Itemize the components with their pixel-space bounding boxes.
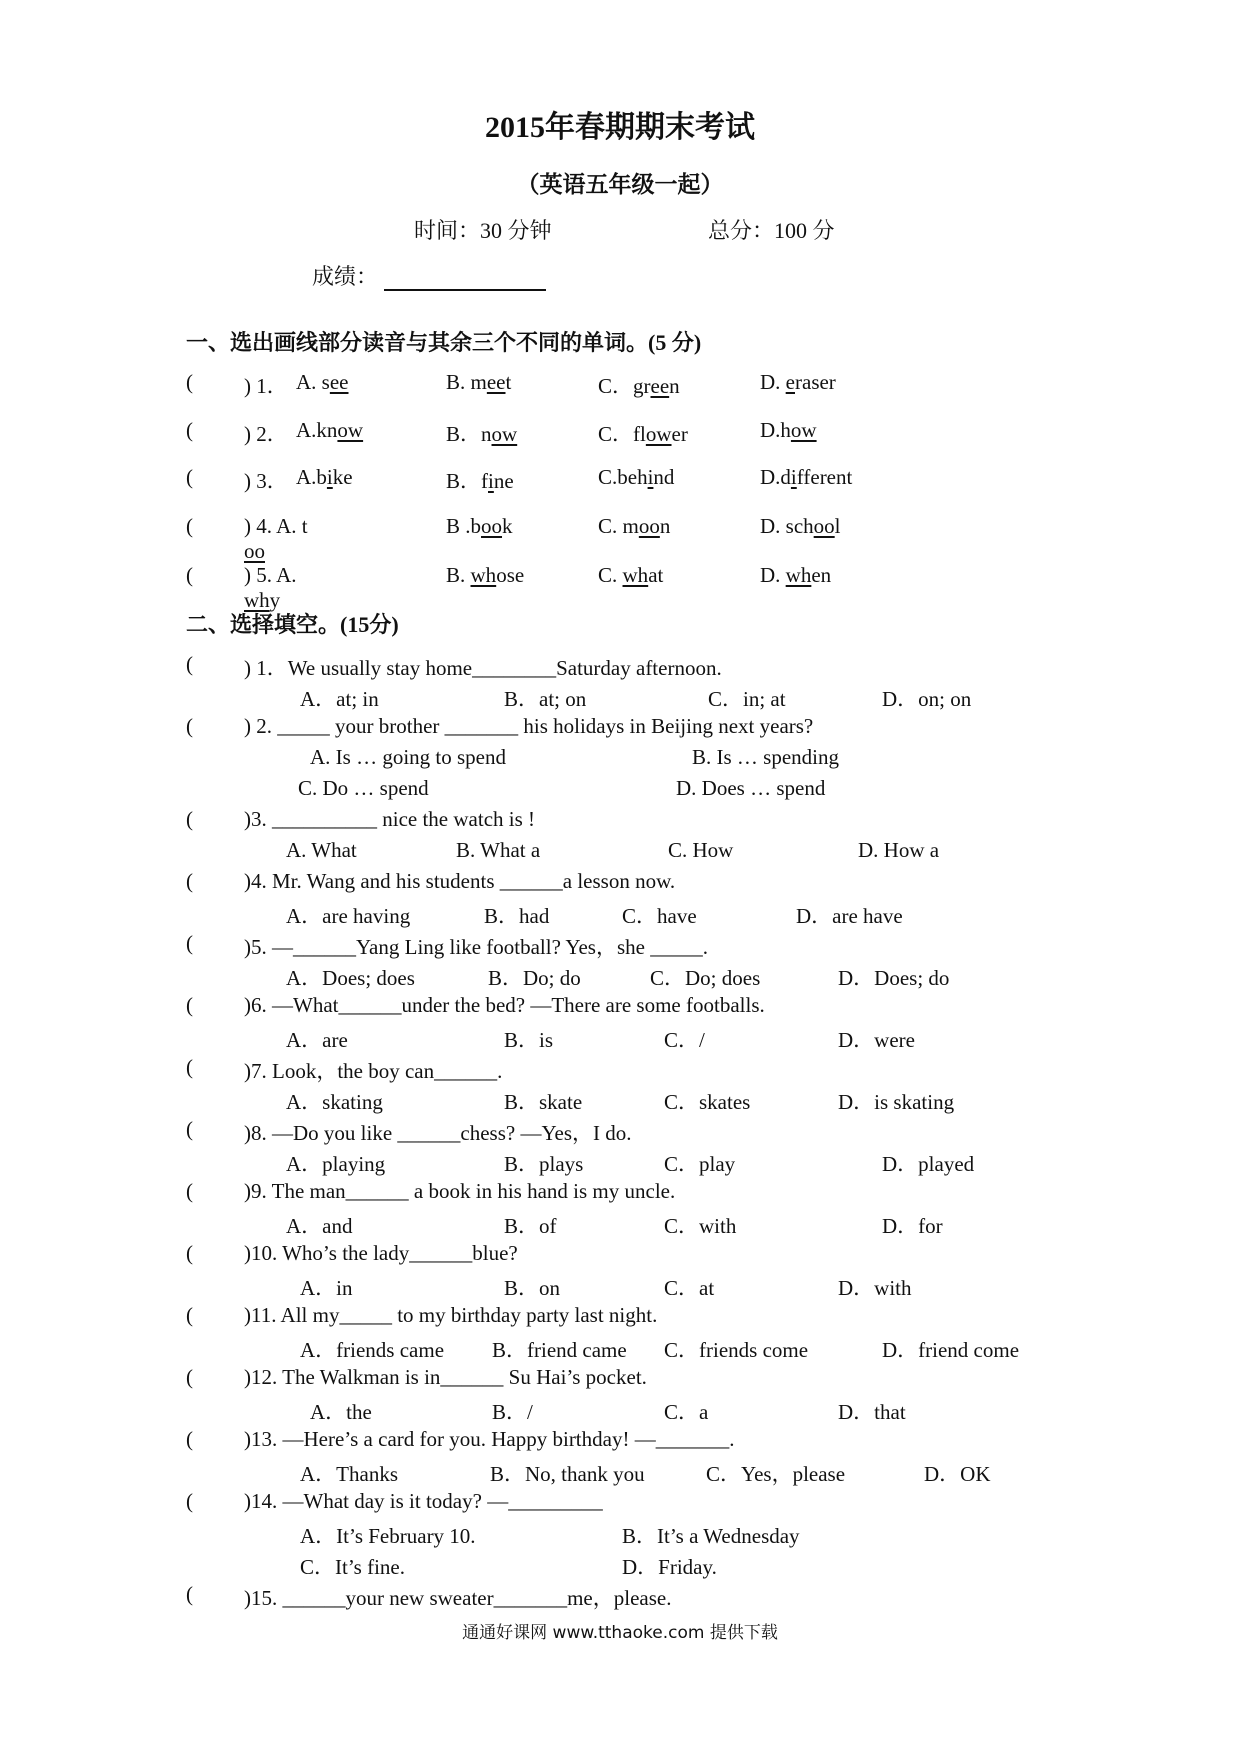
answer-paren[interactable]: (: [186, 370, 193, 394]
option-text: fferent: [796, 465, 853, 489]
option-text: l: [834, 514, 841, 538]
answer-paren[interactable]: (: [186, 1117, 193, 1141]
total-score-label: 总分：100 分: [708, 218, 835, 243]
option-a: A. What: [286, 838, 357, 862]
option-b: B．is: [504, 1028, 554, 1052]
option-b: [446, 563, 524, 588]
question-stem: )7. Look，the boy can______.: [244, 1059, 503, 1083]
answer-paren[interactable]: (: [186, 931, 193, 955]
option-b: B．at; on: [504, 687, 587, 711]
question-stem: )6. —What______under the bed? —There are some footballs.: [244, 993, 765, 1017]
option-a: A．friends came: [300, 1338, 445, 1362]
underlined-letters: i: [790, 465, 797, 489]
time-label: 时间：30 分钟: [414, 218, 552, 243]
option-c: C. How: [668, 838, 734, 862]
option-a: [296, 418, 363, 443]
option-a: A．playing: [286, 1152, 386, 1176]
option-b: [446, 514, 513, 539]
option-text: A.b: [296, 465, 327, 489]
question-stem: )11. All my_____ to my birthday party last night.: [244, 1303, 658, 1327]
underlined-letters: i: [488, 469, 494, 493]
option-text: n: [659, 514, 671, 538]
question-stem: )15. ______your new sweater_______me，please.: [244, 1586, 672, 1610]
option-b: [446, 370, 511, 395]
option-b: [446, 465, 514, 495]
option-d: D．friend come: [882, 1338, 1020, 1362]
question-stem: ) 1．We usually stay home________Saturday afternoon.: [244, 656, 722, 680]
option-d: D．for: [882, 1214, 943, 1238]
option-text: n: [669, 374, 680, 398]
answer-paren[interactable]: (: [186, 1179, 193, 1203]
option-text: ose: [496, 563, 525, 587]
option-d: D．were: [838, 1028, 915, 1052]
option-text: D.d: [760, 465, 791, 489]
option-b: B．skate: [504, 1090, 583, 1114]
question-number: ) 5. A. why: [244, 563, 297, 612]
option-text: C.beh: [598, 465, 648, 489]
option-d: D．played: [882, 1152, 975, 1176]
option-d: [760, 370, 836, 395]
underlined-letters: ow: [645, 422, 672, 446]
option-c: C．friends come: [664, 1338, 809, 1362]
option-c: C．in; at: [708, 687, 786, 711]
option-b: B．plays: [504, 1152, 584, 1176]
option-a: A．skating: [286, 1090, 383, 1114]
underlined-letters: wh: [244, 588, 270, 612]
option-b: B．of: [504, 1214, 557, 1238]
option-a: [296, 370, 349, 395]
option-d: [760, 418, 817, 443]
option-text: ne: [493, 469, 514, 493]
option-a: A．are having: [286, 904, 411, 928]
option-d: D．OK: [924, 1462, 991, 1486]
option-c: C．skates: [664, 1090, 751, 1114]
underlined-letters: ow: [491, 422, 518, 446]
option-text: D. sch: [760, 514, 814, 538]
option-text: er: [671, 422, 688, 446]
answer-paren[interactable]: (: [186, 465, 193, 489]
option-d: D．Friday.: [622, 1555, 717, 1579]
underlined-letters: ee: [486, 370, 506, 394]
option-text: A. s: [296, 370, 330, 394]
question-stem: )12. The Walkman is in______ Su Hai’s pocket.: [244, 1365, 647, 1389]
option-a: [244, 539, 308, 564]
option-text: D.: [760, 370, 786, 394]
option-b: B．had: [484, 904, 550, 928]
answer-paren[interactable]: (: [186, 1365, 193, 1389]
option-b: B．/: [492, 1400, 533, 1424]
option-text: A.kn: [296, 418, 338, 442]
question-stem: )4. Mr. Wang and his students ______a lesson now.: [244, 869, 676, 893]
option-text: B．f: [446, 469, 488, 493]
question-stem: )14. —What day is it today? —_________: [244, 1489, 603, 1513]
underlined-letters: wh: [622, 563, 649, 587]
option-text: k: [502, 514, 513, 538]
page-subtitle: （英语五年级一起）: [516, 172, 724, 197]
option-b: B．on: [504, 1276, 561, 1300]
option-c: C．Yes，please: [706, 1462, 846, 1486]
option-text: B．n: [446, 422, 492, 446]
answer-paren[interactable]: (: [186, 714, 193, 738]
score-label: 成绩：: [312, 264, 379, 289]
option-d: D. How a: [858, 838, 940, 862]
question-number: ) 2．: [244, 422, 288, 446]
option-b: [446, 418, 517, 448]
option-text: raser: [795, 370, 836, 394]
answer-paren[interactable]: (: [186, 869, 193, 893]
question-number: ) 4. A. t oo: [244, 514, 308, 563]
answer-paren[interactable]: (: [186, 807, 193, 831]
option-text: D.h: [760, 418, 791, 442]
option-c: [598, 563, 663, 588]
option-text: en: [811, 563, 832, 587]
answer-paren[interactable]: (: [186, 514, 193, 538]
question-number: ) 1．: [244, 374, 288, 398]
answer-paren[interactable]: (: [186, 1582, 193, 1606]
option-c: C. Do … spend: [298, 776, 429, 800]
answer-paren[interactable]: (: [186, 993, 193, 1017]
option-a: A．Thanks: [300, 1462, 398, 1486]
option-c: C．at: [664, 1276, 715, 1300]
answer-paren[interactable]: (: [186, 1241, 193, 1265]
option-d: D．that: [838, 1400, 906, 1424]
option-b: B. Is … spending: [692, 745, 839, 769]
option-b: B．It’s a Wednesday: [622, 1524, 800, 1548]
underlined-letters: i: [647, 465, 654, 489]
underlined-letters: wh: [470, 563, 497, 587]
option-c: [598, 465, 674, 490]
option-d: D．is skating: [838, 1090, 955, 1114]
question-stem: )9. The man______ a book in his hand is my uncle.: [244, 1179, 676, 1203]
section-1-heading: 一、选出画线部分读音与其余三个不同的单词。(5 分): [186, 330, 702, 355]
option-text: B. m: [446, 370, 487, 394]
option-c: C．with: [664, 1214, 737, 1238]
option-d: [760, 514, 841, 539]
option-a: [296, 465, 353, 490]
question-stem: )10. Who’s the lady______blue?: [244, 1241, 518, 1265]
question-stem: )13. —Here’s a card for you. Happy birthday! —_______.: [244, 1427, 735, 1451]
underlined-letters: ow: [337, 418, 364, 442]
section-2-heading: 二、选择填空。(15分): [186, 612, 399, 637]
option-a: A．in: [300, 1276, 353, 1300]
option-text: C.: [598, 563, 623, 587]
option-c: [598, 514, 670, 539]
score-blank[interactable]: [384, 271, 546, 291]
question-stem: )3. __________ nice the watch is !: [244, 807, 536, 831]
underlined-letters: oo: [638, 514, 660, 538]
option-a: A．Does; does: [286, 966, 415, 990]
option-c: C．play: [664, 1152, 736, 1176]
underlined-letters: ee: [329, 370, 349, 394]
underlined-letters: oo: [244, 539, 265, 563]
option-b: B. What a: [456, 838, 541, 862]
option-a: A. Is … going to spend: [310, 745, 506, 769]
option-text: at: [648, 563, 664, 587]
option-d: D．with: [838, 1276, 912, 1300]
underlined-letters: oo: [481, 514, 503, 538]
underlined-letters: wh: [785, 563, 812, 587]
answer-paren[interactable]: (: [186, 1489, 193, 1513]
answer-paren[interactable]: (: [186, 652, 193, 676]
option-c: [598, 418, 688, 448]
answer-paren[interactable]: (: [186, 1055, 193, 1079]
option-text: C. m: [598, 514, 639, 538]
underlined-letters: ow: [790, 418, 817, 442]
page-footer: 通通好课网 www.tthaoke.com 提供下载: [462, 1623, 778, 1643]
underlined-letters: ee: [650, 374, 670, 398]
option-text: C．fl: [598, 422, 646, 446]
option-d: [760, 465, 852, 490]
option-a: A．the: [310, 1400, 372, 1424]
option-b: B．friend came: [492, 1338, 627, 1362]
option-text: nd: [653, 465, 675, 489]
option-text: D.: [760, 563, 786, 587]
option-a: A．and: [286, 1214, 353, 1238]
question-stem: ) 2. _____ your brother _______ his holidays in Beijing next years?: [244, 714, 814, 738]
option-text: y: [269, 588, 281, 612]
underlined-letters: i: [326, 465, 333, 489]
option-a: A．are: [286, 1028, 348, 1052]
page-title: 2015年春期期末考试: [485, 111, 755, 144]
option-c: C．It’s fine.: [300, 1555, 405, 1579]
answer-paren[interactable]: (: [186, 418, 193, 442]
question-stem: )8. —Do you like ______chess? —Yes，I do.: [244, 1121, 632, 1145]
option-text: C．gr: [598, 374, 651, 398]
option-c: C．a: [664, 1400, 709, 1424]
option-d: D. Does … spend: [676, 776, 826, 800]
option-d: [760, 563, 831, 588]
question-number: ) 3．: [244, 469, 288, 493]
option-text: ke: [332, 465, 353, 489]
option-d: D．Does; do: [838, 966, 950, 990]
underlined-letters: e: [785, 370, 795, 394]
option-a: A．at; in: [300, 687, 379, 711]
answer-paren[interactable]: (: [186, 1427, 193, 1451]
option-c: C．/: [664, 1028, 705, 1052]
option-b: B．Do; do: [488, 966, 581, 990]
answer-paren[interactable]: (: [186, 1303, 193, 1327]
option-d: D．on; on: [882, 687, 972, 711]
option-a: A．It’s February 10.: [300, 1524, 476, 1548]
question-stem: )5. —______Yang Ling like football? Yes，she _____.: [244, 935, 708, 959]
option-text: t: [505, 370, 512, 394]
option-c: C．Do; does: [650, 966, 761, 990]
option-b: B．No, thank you: [490, 1462, 645, 1486]
answer-paren[interactable]: (: [186, 563, 193, 587]
option-text: B .b: [446, 514, 482, 538]
option-c: C．have: [622, 904, 697, 928]
underlined-letters: oo: [813, 514, 835, 538]
option-d: D．are have: [796, 904, 903, 928]
option-c: [598, 370, 680, 400]
score-field: [312, 260, 546, 291]
option-text: B.: [446, 563, 471, 587]
